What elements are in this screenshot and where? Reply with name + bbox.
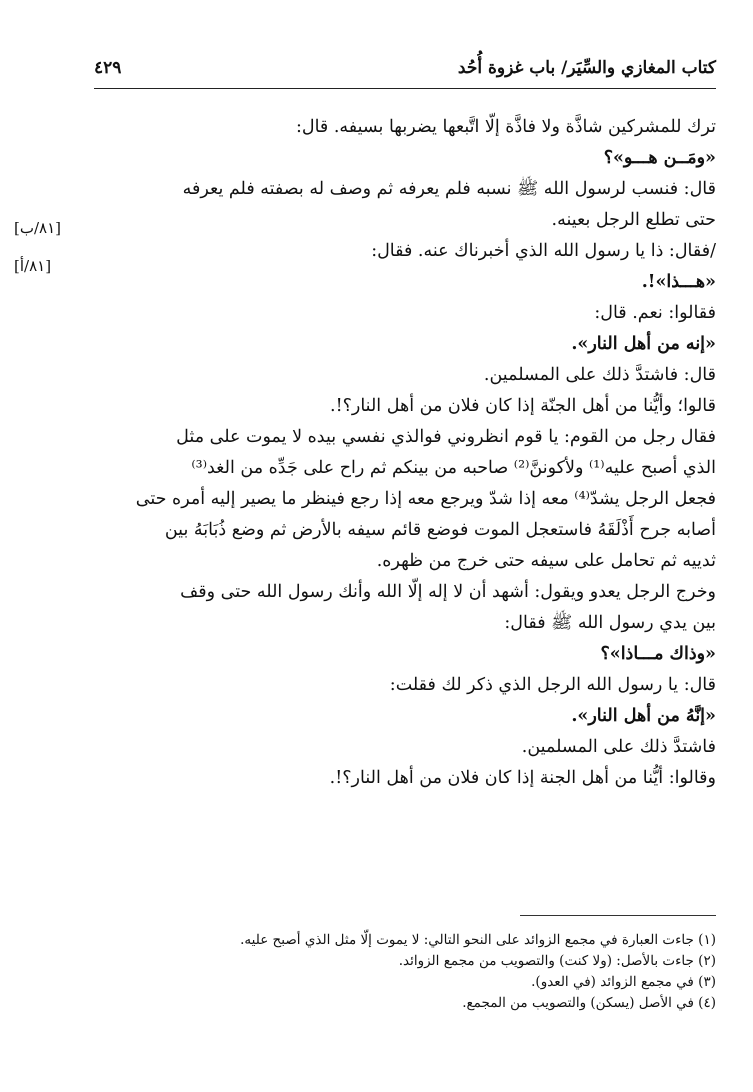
text-line: قال: يا رسول الله الرجل الذي ذكر لك فقلت:: [389, 675, 716, 695]
footnote-item: (٤) في الأصل (يسكن) والتصويب من المجمع.: [462, 995, 716, 1011]
header-rule: [94, 88, 716, 89]
text-line: قال: فاشتدَّ ذلك على المسلمين.: [483, 365, 716, 385]
text-line: فاشتدَّ ذلك على المسلمين.: [521, 737, 716, 757]
page-header: [94, 58, 716, 84]
text-line: وخرج الرجل يعدو ويقول: أشهد أن لا إله إلّا الله وأنك رسول الله حتى وقف: [180, 582, 716, 602]
footnote-separator: [520, 915, 716, 916]
text-line: فقال رجل من القوم: يا قوم انظروني فوالذي نفسي بيده لا يموت على مثل: [176, 427, 716, 447]
page-number: ٤٢٩: [94, 58, 122, 78]
text-line: /فقال: ذا يا رسول الله الذي أخبرناك عنه. فقال:: [371, 241, 716, 261]
footnotes: [76, 930, 716, 1014]
text-line: حتى تطلع الرجل بعينه.: [551, 210, 716, 230]
text-line: فجعل الرجل يشدّ⁽⁴⁾ معه إذا شدّ ويرجع معه إذا رجع فينظر ما يصير إليه أمره حتى: [135, 489, 716, 509]
text-line: «هـــذا»!.: [641, 272, 716, 292]
footnote-item: (٣) في مجمع الزوائد (في العدو).: [531, 974, 716, 990]
header-title: كتاب المغازي والسِّيَر/ باب غزوة أُحُد: [457, 58, 716, 78]
body-text: [94, 112, 716, 794]
text-line: فقالوا: نعم. قال:: [594, 303, 716, 323]
text-line: ثدييه ثم تحامل على سيفه حتى خرج من ظهره.: [376, 551, 716, 571]
text-line: «وذاك مـــاذا»؟: [600, 644, 716, 664]
margin-note-81b: [٨١/ب]: [14, 219, 62, 237]
margin-note-81a: [٨١/أ]: [14, 257, 52, 275]
text-line: «ومَــن هـــو»؟: [603, 148, 716, 168]
text-line: بين يدي رسول الله ﷺ فقال:: [504, 613, 716, 633]
text-line: «إنه من أهل النار».: [571, 334, 716, 354]
text-line: «إنَّهُ من أهل النار».: [571, 706, 716, 726]
text-line: الذي أصبح عليه⁽¹⁾ ولأكوننَّ⁽²⁾ صاحبه من بينكم ثم راح على جَدِّه من الغد⁽³⁾: [191, 458, 716, 478]
text-line: قال: فنسب لرسول الله ﷺ نسبه فلم يعرفه ثم وصف له بصفته فلم يعرفه: [182, 179, 716, 199]
footnote-item: (١) جاءت العبارة في مجمع الزوائد على النحو التالي: لا يموت إلّا مثل الذي أصبح عليه.: [240, 932, 716, 948]
text-line: قالوا؛ وأيُّنا من أهل الجنّة إذا كان فلان من أهل النار؟!.: [330, 396, 716, 416]
footnote-item: (٢) جاءت بالأصل: (ولا كنت) والتصويب من مجمع الزوائد.: [398, 953, 716, 969]
text-line: ترك للمشركين شاذَّة ولا فاذَّة إلّا اتَّبعها يضربها بسيفه. قال:: [295, 117, 716, 137]
text-line: أصابه جرح أَذْلَقَهُ فاستعجل الموت فوضع قائم سيفه بالأرض ثم وضع ذُبَابَهُ بين: [164, 520, 716, 540]
text-line: وقالوا: أيُّنا من أهل الجنة إذا كان فلان من أهل النار؟!.: [329, 768, 716, 788]
